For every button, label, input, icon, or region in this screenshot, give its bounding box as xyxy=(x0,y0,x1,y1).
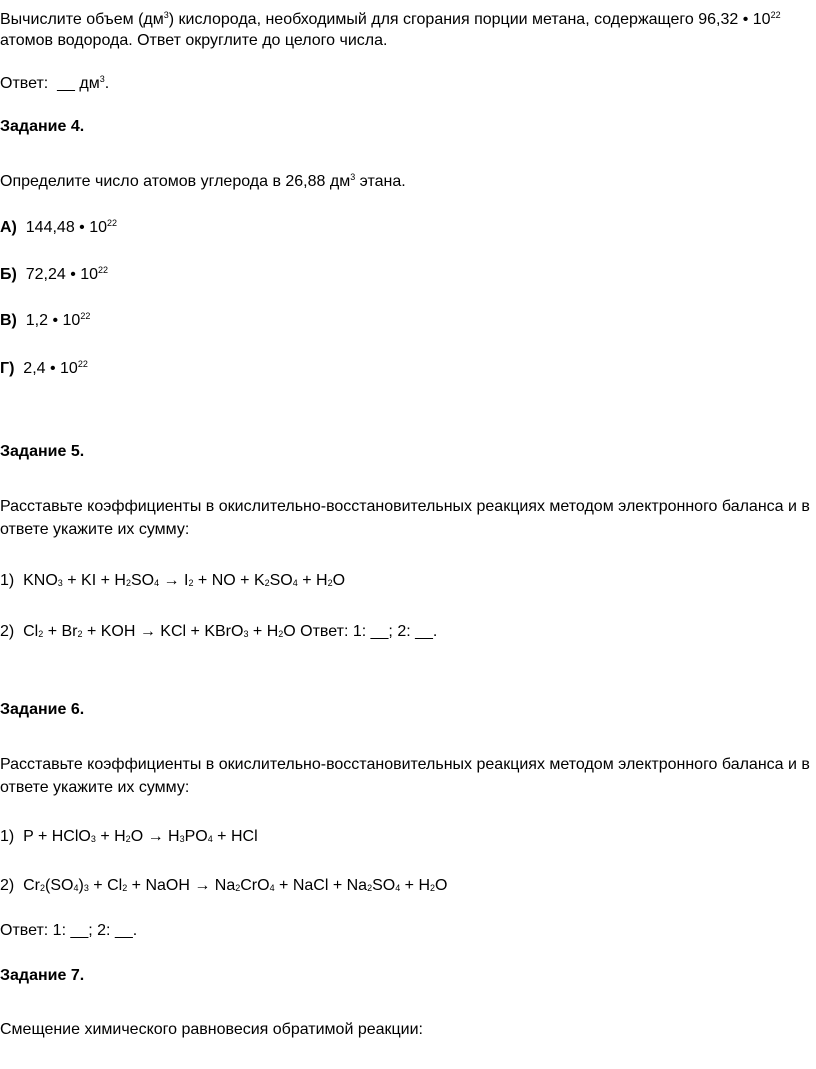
task5-heading: Задание 5. xyxy=(0,443,85,460)
task6-answer: Ответ: 1: __; 2: __. xyxy=(0,922,138,939)
task6-reaction-2: 2) $Cr_2(SO_4)_3 + Cl_2$ + NaOH → $Na_2CrO_4$ + NaCl + $Na_2SO_4 + H_2O$ xyxy=(0,877,448,894)
task4-question: Определите число атомов углерода в 26,88 $дм^3$ этана. xyxy=(0,172,406,190)
task3-question-line2: атомов водорода. Ответ округлите до целого числа. xyxy=(0,32,388,49)
task4-option-g: Г) 2,4 • $10^{22}$ xyxy=(0,359,88,377)
task4-heading: Задание 4. xyxy=(0,118,85,135)
task5-instruction-line2: ответе укажите их сумму: xyxy=(0,521,190,538)
task6-instruction-line1: Расставьте коэффициенты в окислительно-восстановительных реакциях методом электронного баланса и в xyxy=(0,756,810,773)
task7-heading: Задание 7. xyxy=(0,967,85,984)
task5-instruction-line1: Расставьте коэффициенты в окислительно-восстановительных реакциях методом электронного баланса и в xyxy=(0,498,810,515)
task6-instruction-line2: ответе укажите их сумму: xyxy=(0,779,190,796)
task4-option-a: А) 144,48 • $10^{22}$ xyxy=(0,218,118,236)
task4-option-v: В) 1,2 • $10^{22}$ xyxy=(0,311,91,329)
task3-answer: Ответ: __ $дм^3$. xyxy=(0,74,110,92)
task4-option-b: Б) 72,24 • $10^{22}$ xyxy=(0,265,109,283)
task6-heading: Задание 6. xyxy=(0,701,85,718)
task7-text: Смещение химического равновесия обратимой реакции: xyxy=(0,1021,423,1038)
task5-reaction-2: 2) $Cl_2 + Br_2$ + KOH → KCl + KBrO$_3$ + $H_2O$ Ответ: 1: __; 2: __. xyxy=(0,623,438,640)
task6-reaction-1: 1) P + HClO$_3$ + $H_2O \to H_3PO_4$ + HCl xyxy=(0,828,258,845)
task3-question-line1: Вычислите объем $(дм^3)$ кислорода, необходимый для сгорания порции метана, содержащего 96,32 • $10^{22}$ xyxy=(0,10,781,28)
task5-reaction-1: 1) $KNO_3$ + KI + $H_2SO_4 \to I_2$ + NO + $K_2SO_4 + H_2O$ xyxy=(0,572,346,589)
